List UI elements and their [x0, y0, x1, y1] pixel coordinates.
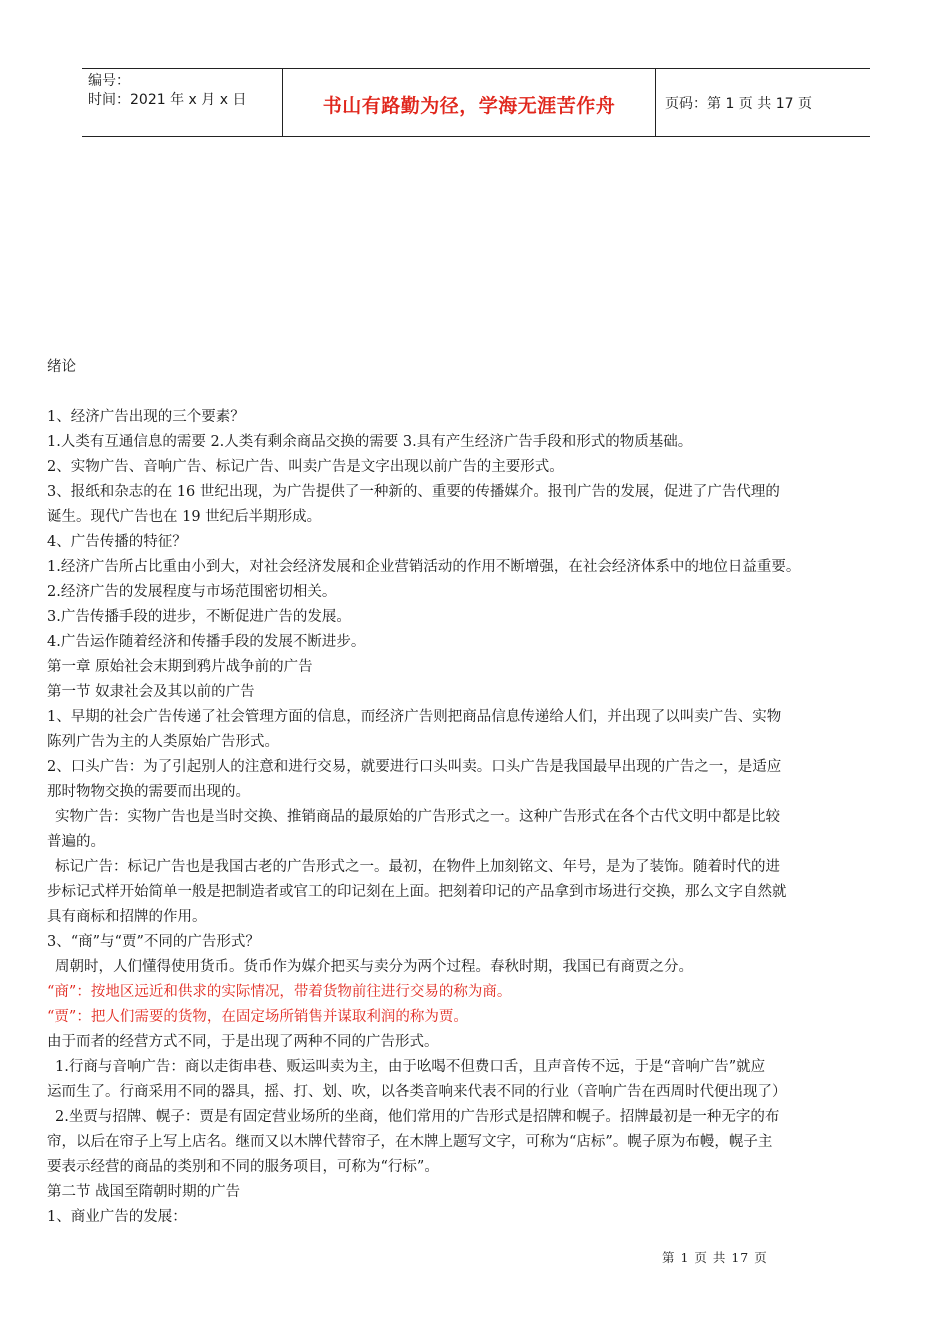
- section-heading: 第一节 奴隶社会及其以前的广告: [47, 684, 255, 700]
- paragraph-line: 那时物物交换的需要而出现的。: [47, 784, 250, 800]
- paragraph-line: 1.人类有互通信息的需要 2.人类有剩余商品交换的需要 3.具有产生经济广告手段和形式的物质基础。: [47, 434, 693, 450]
- paragraph-line: 2、实物广告、音响广告、标记广告、叫卖广告是文字出现以前广告的主要形式。: [47, 459, 564, 475]
- paragraph-line: 周朝时，人们懂得使用货币。货币作为媒介把买与卖分为两个过程。春秋时期，我国已有商贾之分。: [55, 959, 693, 975]
- paragraph-line: 2.经济广告的发展程度与市场范围密切相关。: [47, 584, 337, 600]
- paragraph-line: 由于而者的经营方式不同，于是出现了两种不同的广告形式。: [47, 1034, 439, 1050]
- paragraph-line: 帘，以后在帘子上写上店名。继而又以木牌代替帘子，在木牌上题写文字，可称为“店标”。幌子原为布幔，幌子主: [47, 1134, 773, 1150]
- paragraph-line: 1.行商与音响广告：商以走街串巷、贩运叫卖为主，由于吆喝不但费口舌，且声音传不远，于是“音响广告”就应: [55, 1059, 766, 1075]
- page-info: 页码：第 1 页 共 17 页: [665, 96, 812, 112]
- definition-shang: “商”：按地区远近和供求的实际情况，带着货物前往进行交易的称为商。: [47, 984, 512, 1000]
- paragraph-line: 步标记式样开始简单一般是把制造者或官工的印记刻在上面。把刻着印记的产品拿到市场进行交换，那么文字自然就: [47, 884, 787, 900]
- paragraph-line: 1、经济广告出现的三个要素？: [47, 409, 245, 425]
- paragraph-line: 运而生了。行商采用不同的器具，摇、打、划、吹，以各类音响来代表不同的行业（音响广告在西周时代便出现了）: [47, 1084, 787, 1100]
- paragraph-line: 具有商标和招牌的作用。: [47, 909, 207, 925]
- header-table: [82, 68, 870, 137]
- paragraph-line: 1.经济广告所占比重由小到大，对社会经济发展和企业营销活动的作用不断增强，在社会经济体系中的地位日益重要。: [47, 559, 801, 575]
- paragraph-line: 要表示经营的商品的类别和不同的服务项目，可称为“行标”。: [47, 1159, 439, 1175]
- section-heading: 第二节 战国至隋朝时期的广告: [47, 1184, 241, 1200]
- serial-label: 编号：: [88, 73, 130, 89]
- paragraph-line: 4、广告传播的特征？: [47, 534, 187, 550]
- document-body: [47, 355, 917, 1230]
- paragraph-line: 实物广告：实物广告也是当时交换、推销商品的最原始的广告形式之一。这种广告形式在各个古代文明中都是比较: [55, 809, 780, 825]
- header-page-cell: [655, 69, 870, 136]
- chapter-heading: 第一章 原始社会末期到鸦片战争前的广告: [47, 659, 313, 675]
- paragraph-line: 1、早期的社会广告传递了社会管理方面的信息，而经济广告则把商品信息传递给人们，并出现了以叫卖广告、实物: [47, 709, 782, 725]
- paragraph-line: 3.广告传播手段的进步，不断促进广告的发展。: [47, 609, 351, 625]
- paragraph-line: 诞生。现代广告也在 19 世纪后半期形成。: [47, 509, 322, 525]
- paragraph-line: 标记广告：标记广告也是我国古老的广告形式之一。最初，在物件上加刻铭文、年号，是为了装饰。随着时代的进: [55, 859, 780, 875]
- paragraph-line: 4.广告运作随着经济和传播手段的发展不断进步。: [47, 634, 366, 650]
- paragraph-line: 3、“商”与“贾”不同的广告形式？: [47, 934, 260, 950]
- paragraph-line: 2、口头广告：为了引起别人的注意和进行交易，就要进行口头叫卖。口头广告是我国最早出现的广告之一，是适应: [47, 759, 782, 775]
- header-meta-cell: [82, 69, 282, 136]
- definition-gu: “贾”：把人们需要的货物，在固定场所销售并谋取利润的称为贾。: [47, 1009, 468, 1025]
- paragraph-line: 1、商业广告的发展：: [47, 1209, 187, 1225]
- paragraph-line: 普遍的。: [47, 834, 105, 850]
- section-heading-intro: 绪论: [47, 359, 76, 375]
- motto-text: 书山有路勤为径，学海无涯苦作舟: [322, 95, 616, 117]
- header-motto-cell: [282, 69, 656, 136]
- paragraph-line: 2.坐贾与招牌、幌子：贾是有固定营业场所的坐商，他们常用的广告形式是招牌和幌子。招牌最初是一种无字的布: [55, 1109, 780, 1125]
- paragraph-line: 3、报纸和杂志的在 16 世纪出现，为广告提供了一种新的、重要的传播媒介。报刊广告的发展，促进了广告代理的: [47, 484, 780, 500]
- time-label: 时间：2021 年 x 月 x 日: [88, 92, 247, 108]
- paragraph-line: 陈列广告为主的人类原始广告形式。: [47, 734, 279, 750]
- page-footer: 第 1 页 共 17 页: [662, 1250, 768, 1265]
